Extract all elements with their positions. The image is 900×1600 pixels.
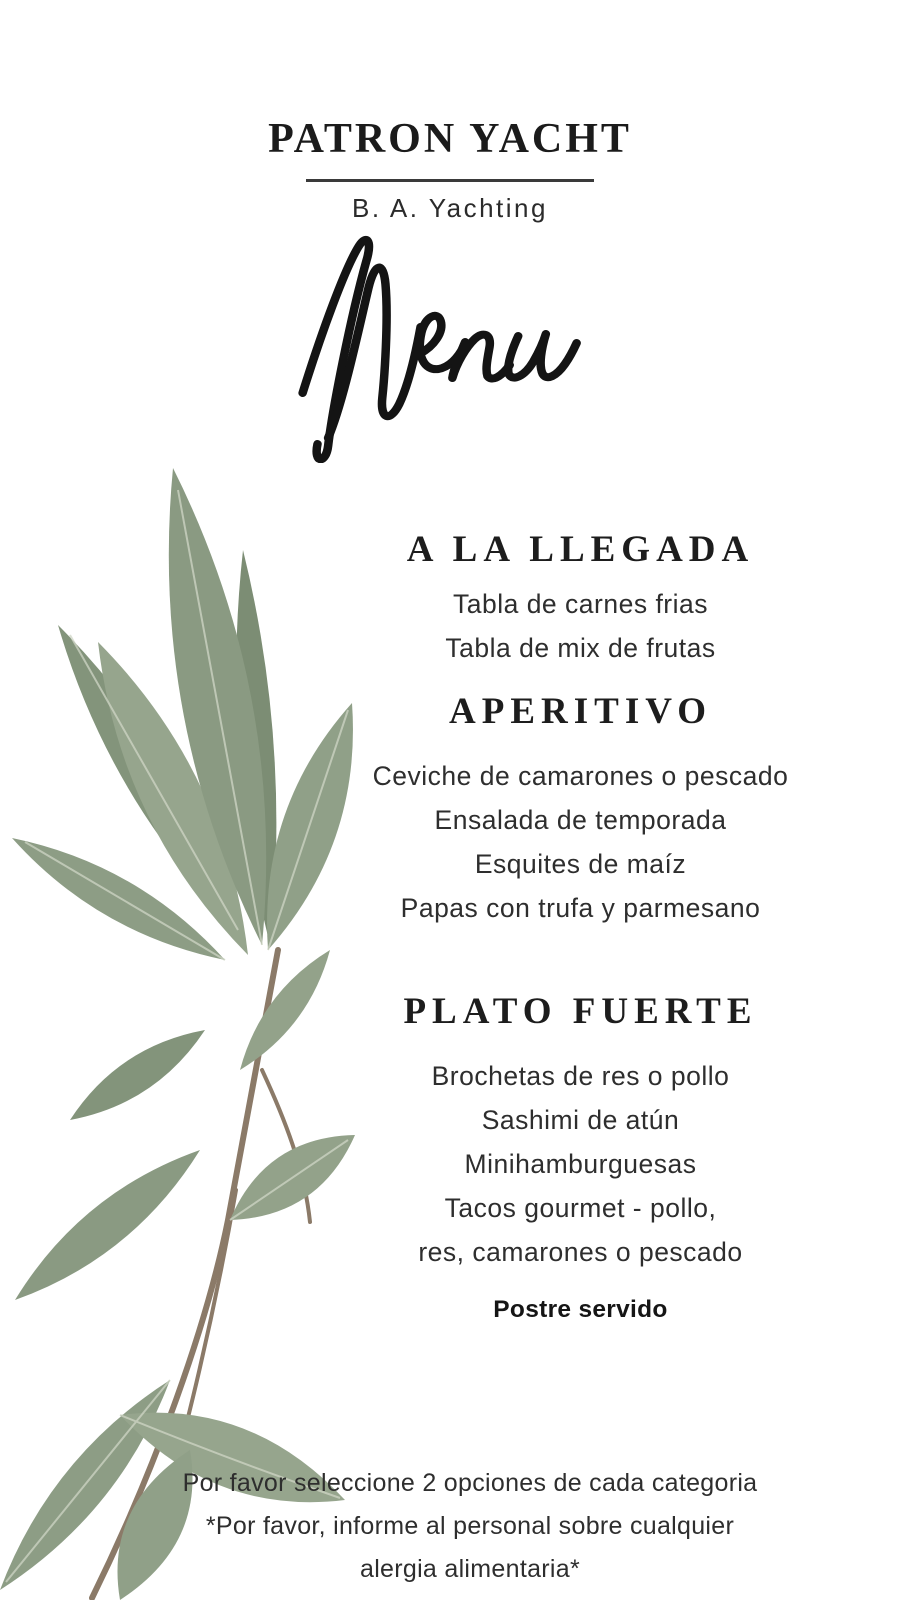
menu-item: Esquites de maíz (474, 849, 687, 879)
menu-item: Ceviche de camarones o pescado (372, 761, 789, 791)
menu-section (258, 528, 900, 670)
menu-item: Tacos gourmet - pollo, (444, 1193, 717, 1223)
menu-item: Brochetas de res o pollo (431, 1061, 730, 1091)
footer-line: alergia alimentaria* (359, 1555, 580, 1583)
eucalyptus-leaf (15, 1150, 200, 1300)
menu-section (258, 690, 900, 930)
footer-line: Por favor seleccione 2 opciones de cada categoria (182, 1469, 758, 1497)
dessert-note: Postre servido (493, 1296, 668, 1323)
footer-notes (40, 1462, 900, 1591)
sub-brand: B. A. Yachting (352, 193, 548, 223)
section-title: APERITIVO (449, 691, 712, 732)
menu-sections (258, 0, 900, 1600)
footer-line: *Por favor, informe al personal sobre cualquier (205, 1512, 735, 1540)
section-items (258, 754, 900, 930)
menu-item: Papas con trufa y parmesano (400, 893, 761, 923)
section-items (258, 582, 900, 670)
eucalyptus-leaf (70, 1030, 205, 1120)
menu-item: Minihamburguesas (464, 1149, 697, 1179)
menu-item: res, camarones o pescado (418, 1237, 743, 1267)
menu-item: Tabla de carnes frias (452, 589, 709, 619)
brand-title: PATRON YACHT (268, 116, 632, 162)
menu-section (258, 990, 900, 1274)
section-items (258, 1054, 900, 1274)
section-title: A LA LLEGADA (406, 529, 755, 570)
section-title: PLATO FUERTE (403, 991, 758, 1032)
menu-item: Ensalada de temporada (434, 805, 727, 835)
menu-item: Sashimi de atún (481, 1105, 680, 1135)
menu-item: Tabla de mix de frutas (445, 633, 716, 663)
